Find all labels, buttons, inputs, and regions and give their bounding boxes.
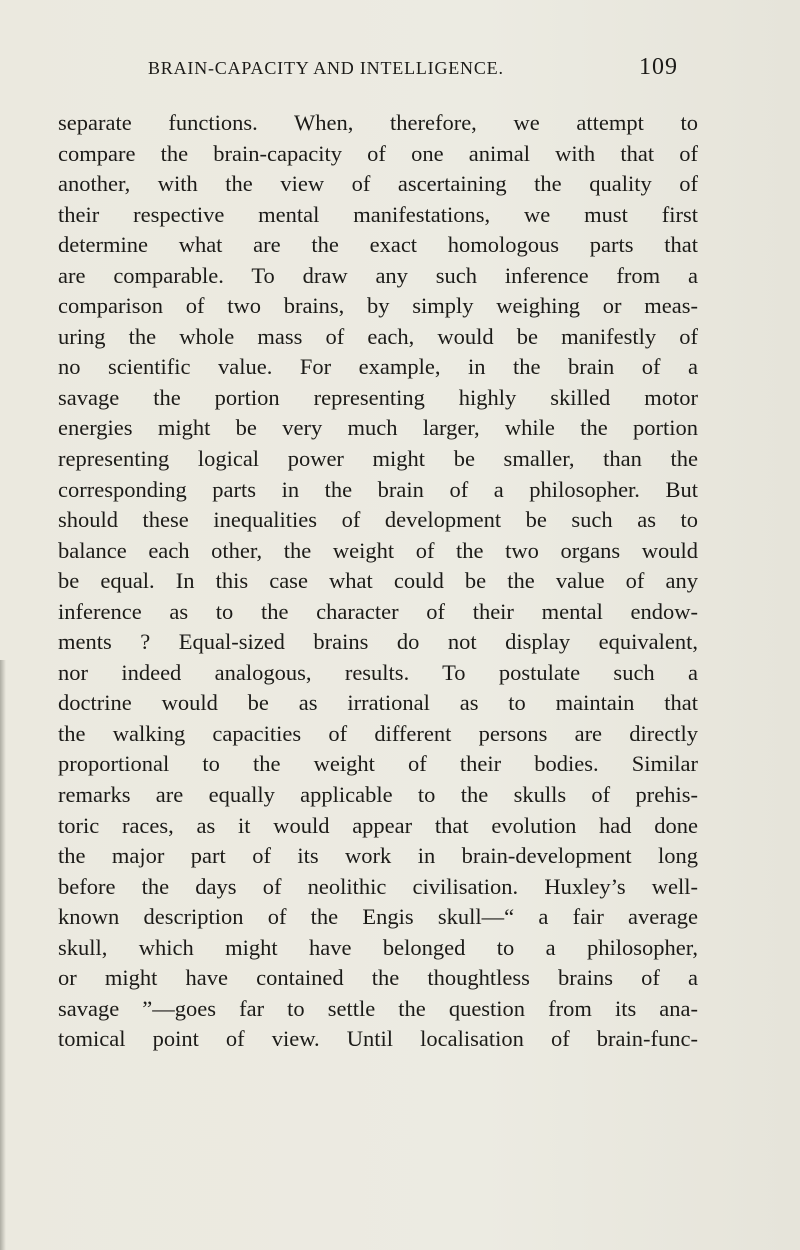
text-line: should these inequalities of development be such as to (58, 507, 698, 533)
page-header (148, 54, 678, 88)
text-line: nor indeed analogous, results. To postulate such a (58, 659, 698, 685)
text-line: ments ? Equal-sized brains do not display equivalent, (58, 629, 698, 655)
body-text (58, 108, 698, 1055)
text-line: be equal. In this case what could be the value of any (58, 568, 698, 594)
text-line: savage ”—goes far to settle the question from its ana- (58, 995, 698, 1021)
text-line: doctrine would be as irrational as to maintain that (58, 690, 698, 716)
text-line: corresponding parts in the brain of a philosopher. But (58, 476, 698, 502)
text-line: compare the brain-capacity of one animal with that of (58, 140, 698, 166)
page-number: 109 (639, 54, 678, 80)
text-line: energies might be very much larger, while the portion (58, 415, 698, 441)
text-line: tomical point of view. Until localisation of brain-func- (58, 1026, 698, 1052)
text-line: known description of the Engis skull—“ a fair average (58, 904, 698, 930)
text-line: determine what are the exact homologous parts that (58, 232, 698, 258)
text-line: toric races, as it would appear that evolution had done (58, 812, 698, 838)
text-line: proportional to the weight of their bodies. Similar (58, 751, 698, 777)
text-line: are comparable. To draw any such inference from a (58, 262, 698, 288)
text-line: uring the whole mass of each, would be manifestly of (58, 323, 698, 349)
text-line: their respective mental manifestations, we must first (58, 201, 698, 227)
text-line: balance each other, the weight of the two organs would (58, 537, 698, 563)
running-head: BRAIN-CAPACITY AND INTELLIGENCE. (148, 58, 504, 78)
text-line: representing logical power might be smaller, than the (58, 446, 698, 472)
text-line: inference as to the character of their mental endow- (58, 598, 698, 624)
text-line: before the days of neolithic civilisation. Huxley’s well- (58, 873, 698, 899)
text-line: remarks are equally applicable to the skulls of prehis- (58, 782, 698, 808)
text-line: or might have contained the thoughtless brains of a (58, 965, 698, 991)
text-line: the major part of its work in brain-development long (58, 843, 698, 869)
text-line: separate functions. When, therefore, we attempt to (58, 110, 698, 135)
page-edge-shadow (0, 660, 6, 1250)
text-line: the walking capacities of different persons are directly (58, 720, 698, 746)
text-line: savage the portion representing highly skilled motor (58, 384, 698, 410)
text-line: comparison of two brains, by simply weighing or meas- (58, 293, 698, 319)
text-line: skull, which might have belonged to a philosopher, (58, 934, 698, 960)
text-line: another, with the view of ascertaining the quality of (58, 171, 698, 197)
text-line: no scientific value. For example, in the brain of a (58, 354, 698, 380)
